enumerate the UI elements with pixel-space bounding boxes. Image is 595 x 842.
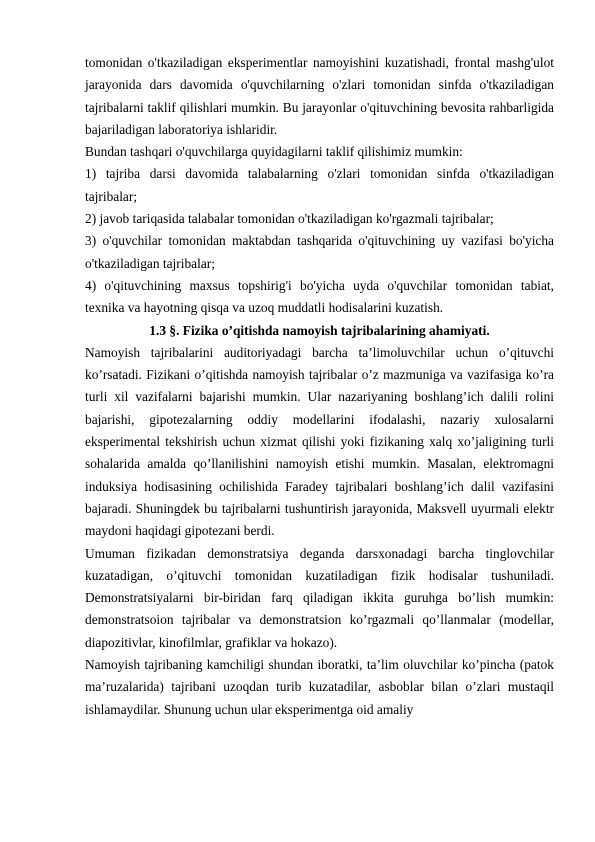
section-heading: 1.3 §. Fizika o’qitishda namoyish tajribalarining ahamiyati. — [149, 322, 490, 338]
paragraph-general: Umuman fizikadan demonstratsiya deganda darsxonadagi barcha tinglovchilar kuzatadigan, o’qituvchi tomonidan kuzatiladigan fizik hodisalar tushuniladi. Demonstratsiyalarni bir-biridan farq qiladigan ikkita guruhga bo’lish mumkin: demonstratsoion tajribalar va demonstratsion ko’rgazmali qo’llanmalar (modellar, diapozitivlar, kinofilmlar, grafiklar va hokazo). — [85, 545, 554, 650]
list-item-2: 2) javob tariqasida talabalar tomonidan o'tkaziladigan ko'rgazmali tajribalar; — [85, 211, 494, 227]
document-page — [85, 52, 554, 721]
paragraph-intro: tomonidan o'tkaziladigan eksperimentlar namoyishini kuzatishadi, frontal mashg'ulot jarayonida dars davomida o'quvchilarning o'zlari tomonidan sinfda o'tkaziladigan tajribalarni taklif qilishlari mumkin. Bu jarayonlar o'qituvchining bevosita rahbarligida bajariladigan laboratoriya ishlaridir. — [85, 55, 554, 137]
list-item-1: 1) tajriba darsi davomida talabalarning o'zlari tomonidan sinfda o'tkaziladigan tajribalar; — [85, 166, 554, 204]
list-item-4: 4) o'qituvchining maxsus topshirig'i bo'yicha uyda o'quvchilar tomonidan tabiat, texnika va hayotning qisqa va uzoq muddatli hodisalarini kuzatish. — [85, 277, 554, 316]
paragraph-drawback: Namoyish tajribaning kamchiligi shundan iboratki, ta’lim oluvchilar ko’pincha (patok ma’ruzalarida) tajribani uzoqdan turib kuzatadilar, asboblar bilan o’zlari mustaqil ishlamaydilar. Shunung uchun ular eksperimentga oid amaliy — [85, 657, 554, 717]
list-item-3: 3) o'quvchilar tomonidan maktabdan tashqarida o'qituvchining uy vazifasi bo'yicha o'tkaziladigan tajribalar; — [85, 233, 554, 271]
paragraph-offer: Bundan tashqari o'quvchilarga quyidagilarni taklif qilishimiz mumkin: — [85, 144, 463, 160]
paragraph-demonstration: Namoyish tajribalarini auditoriyadagi barcha ta’limoluvchilar uchun o’qituvchi ko’rsatadi. Fizikani o’qitishda namoyish tajribalar o’z mazmuniga va vazifasiga ko’ra turli xil vazifalarni bajarishi mumkin. Ular nazariyaning boshlang’ich dalili rolini bajarishi, gipotezalarning oddiy modellarini ifodalashi, nazariy xulosalarni eksperimental tekshirish uchun xizmat qilishi yoki fizikaning xalq xo’jaligining turli sohalarida amalda qo’llanilishini namoyish etishi mumkin. Masalan, elektromagni induksiya hodisasining ochilishida Faradey tajribalari boshlang’ich dalil vazifasini bajaradi. Shuningdek bu tajribalarni tushuntirish jarayonida, Maksvell uyurmali elektr maydoni haqidagi gipotezani berdi. — [85, 344, 554, 539]
